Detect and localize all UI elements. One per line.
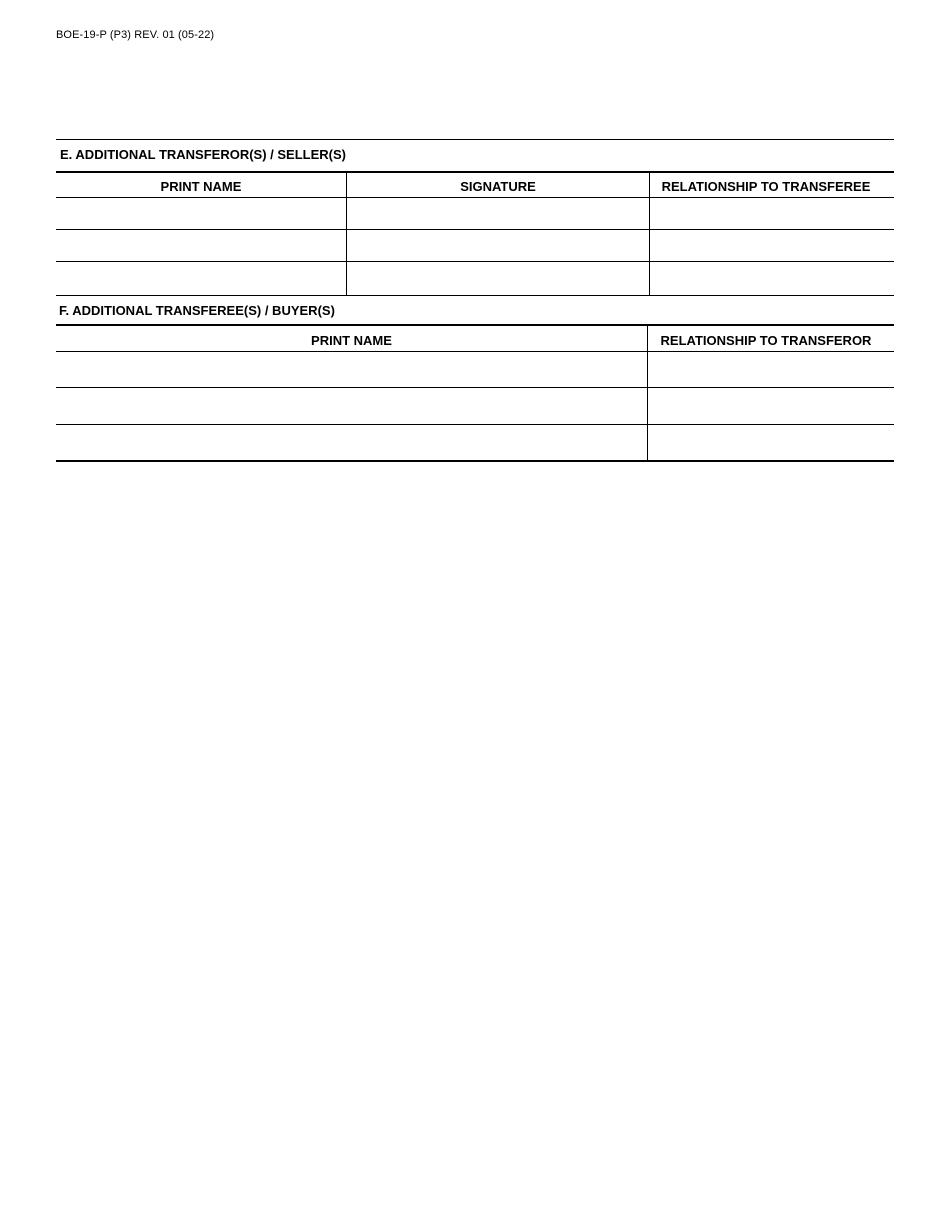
section-e-col-relationship: RELATIONSHIP TO TRANSFEREE xyxy=(661,179,871,194)
section-e-row-rule xyxy=(56,229,894,230)
section-e-bottom-rule xyxy=(56,295,894,296)
section-e-title: E. ADDITIONAL TRANSFEROR(S) / SELLER(S) xyxy=(60,147,346,162)
section-e-row-3-relationship-field[interactable] xyxy=(651,263,893,294)
section-f-row-2-relationship-field[interactable] xyxy=(649,389,893,423)
section-e-row-2-print-name-field[interactable] xyxy=(57,231,345,260)
section-e-col-divider xyxy=(346,172,347,296)
section-f-row-1-relationship-field[interactable] xyxy=(649,353,893,386)
section-e-col-print-name: PRINT NAME xyxy=(160,179,242,194)
section-e-row-2-relationship-field[interactable] xyxy=(651,231,893,260)
section-e-top-rule xyxy=(56,139,894,140)
section-e-col-signature: SIGNATURE xyxy=(460,179,536,194)
section-f-col-relationship: RELATIONSHIP TO TRANSFEROR xyxy=(660,333,872,348)
section-f-title: F. ADDITIONAL TRANSFEREE(S) / BUYER(S) xyxy=(59,303,335,318)
section-e-row-1-signature-field[interactable] xyxy=(348,199,648,228)
section-f-row-2-print-name-field[interactable] xyxy=(57,389,646,423)
section-e-header-rule xyxy=(56,171,894,173)
section-f-row-3-print-name-field[interactable] xyxy=(57,426,646,459)
section-f-header-rule xyxy=(56,324,894,326)
section-e-row-3-signature-field[interactable] xyxy=(348,263,648,294)
section-e-row-3-print-name-field[interactable] xyxy=(57,263,345,294)
section-f-bottom-rule xyxy=(56,460,894,462)
section-f-row-rule xyxy=(56,387,894,388)
section-f-row-1-print-name-field[interactable] xyxy=(57,353,646,386)
section-f-row-3-relationship-field[interactable] xyxy=(649,426,893,459)
section-e-row-1-print-name-field[interactable] xyxy=(57,199,345,228)
section-f-col-divider xyxy=(647,325,648,461)
section-e-col-divider xyxy=(649,172,650,296)
section-e-row-rule xyxy=(56,197,894,198)
section-f-row-rule xyxy=(56,424,894,425)
section-e-row-rule xyxy=(56,261,894,262)
section-f-row-rule xyxy=(56,351,894,352)
section-e-row-1-relationship-field[interactable] xyxy=(651,199,893,228)
section-f-col-print-name: PRINT NAME xyxy=(311,333,392,348)
section-e-row-2-signature-field[interactable] xyxy=(348,231,648,260)
form-id: BOE-19-P (P3) REV. 01 (05-22) xyxy=(56,29,215,41)
